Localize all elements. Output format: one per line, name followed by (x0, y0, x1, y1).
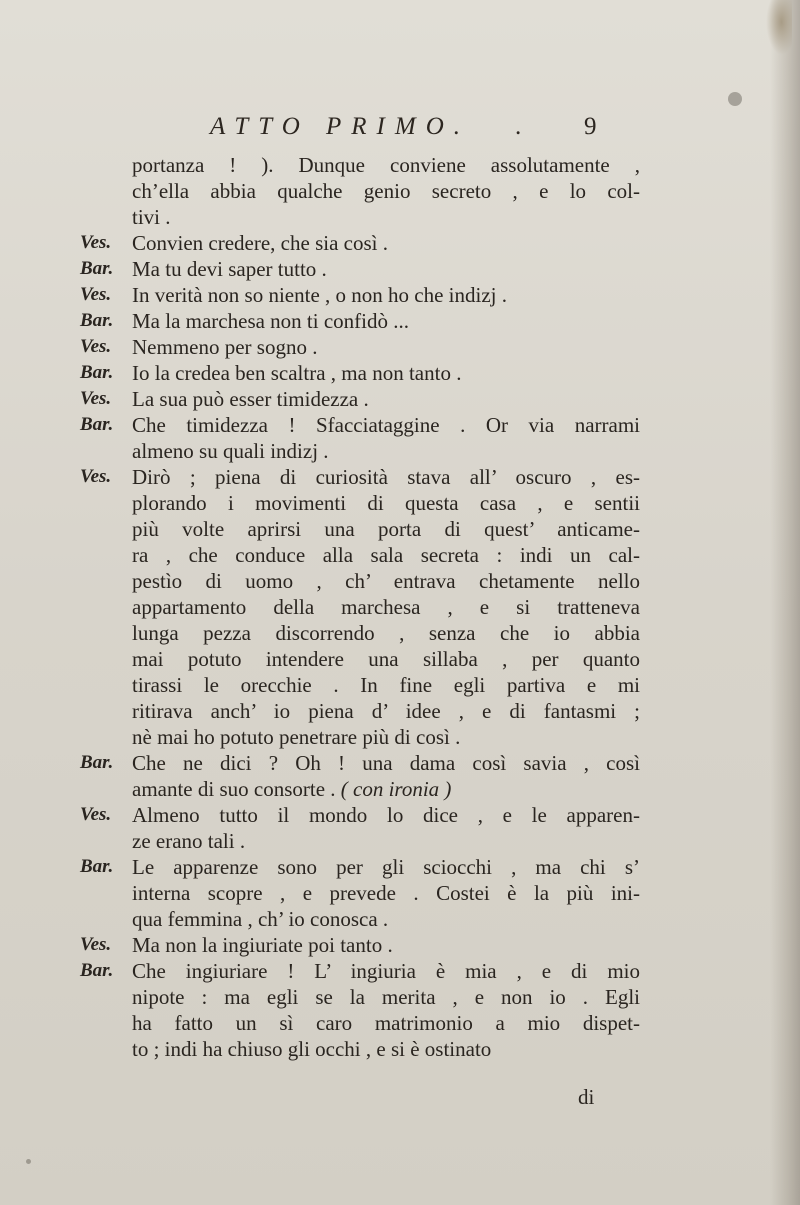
text-line: Che timidezza ! Sfacciataggine . Or via narrami (132, 413, 640, 437)
text-line: Convien credere, che sia così . (132, 231, 388, 255)
speaker-label: Bar. (80, 362, 114, 383)
speaker-label: Ves. (80, 336, 112, 357)
speech-text (132, 308, 640, 334)
speech-text (132, 360, 640, 386)
text-line: Le apparenze sono per gli sciocchi , ma chi s’ (132, 855, 640, 879)
text-line: ra , che conduce alla sala secreta : indi un cal- (132, 543, 640, 567)
text-line: mai potuto intendere una sillaba , per quanto (132, 647, 640, 671)
speech-text (132, 464, 640, 750)
text-line: tivi . (132, 205, 171, 229)
speech-text (132, 932, 640, 958)
text-line: Almeno tutto il mondo lo dice , e le apparen- (132, 803, 640, 827)
text-line: più volte aprirsi una porta di quest’ anticame- (132, 517, 640, 541)
text-line: In verità non so niente , o non ho che indizj . (132, 283, 507, 307)
speech-text (132, 802, 640, 854)
text-line: to ; indi ha chiuso gli occhi , e si è ostinato (132, 1037, 492, 1061)
page-number: 9 (584, 113, 597, 140)
dialogue-entry (80, 932, 640, 958)
dialogue-entry (80, 750, 640, 802)
stage-direction: ( con ironia ) (340, 777, 452, 801)
text-line: Che ingiuriare ! L’ ingiuria è mia , e di mio (132, 959, 640, 983)
text-line: almeno su quali indizj . (132, 439, 329, 463)
corner-stain (766, 0, 792, 55)
speech-text (132, 282, 640, 308)
speaker-label: Ves. (80, 284, 112, 305)
text-line: plorando i movimenti di questa casa , e sentii (132, 491, 640, 515)
header-dot: . (515, 113, 522, 140)
speech-text (132, 152, 640, 230)
text-line: ch’ella abbia qualche genio secreto , e lo col- (132, 179, 640, 203)
dialogue-entry (80, 802, 640, 854)
speech-text (132, 256, 640, 282)
dialogue-entry (80, 360, 640, 386)
text-line: appartamento della marchesa , e si tratteneva (132, 595, 640, 619)
dialogue-entry (80, 464, 640, 750)
dialogue-entry (80, 412, 640, 464)
speaker-label (80, 152, 132, 230)
speaker-label: Bar. (80, 960, 114, 981)
text-line: Ma tu devi saper tutto . (132, 257, 327, 281)
speech-text (132, 854, 640, 932)
text-line: Ma la marchesa non ti confidò ... (132, 309, 409, 333)
speech-text (132, 750, 640, 802)
speech-text (132, 412, 640, 464)
speech-text (132, 230, 640, 256)
ink-spot (26, 1159, 31, 1164)
text-line: ze erano tali . (132, 829, 246, 853)
running-title: ATTO PRIMO. (210, 113, 470, 140)
speaker-label: Ves. (80, 232, 112, 253)
catchword: di (578, 1085, 595, 1109)
text-line: portanza ! ). Dunque conviene assolutamente , (132, 153, 640, 177)
dialogue-entry (80, 230, 640, 256)
text-line: Dirò ; piena di curiosità stava all’ oscuro , es- (132, 465, 640, 489)
dialogue-entry (80, 854, 640, 932)
text-line: Ma non la ingiuriate poi tanto . (132, 933, 393, 957)
dialogue-entry (80, 334, 640, 360)
page-fold-shadow (770, 0, 800, 1205)
speaker-label: Bar. (80, 752, 114, 773)
speaker-label: Ves. (80, 934, 112, 955)
dialogue-text (80, 152, 640, 1062)
text-line: Nemmeno per sogno . (132, 335, 318, 359)
text-line: qua femmina , ch’ io conosca . (132, 907, 389, 931)
speaker-label: Bar. (80, 258, 114, 279)
dialogue-entry (80, 386, 640, 412)
dialogue-entry (80, 308, 640, 334)
page-header (0, 113, 800, 149)
text-line: interna scopre , e prevede . Costei è la più ini- (132, 881, 640, 905)
text-line: lunga pezza discorrendo , senza che io abbia (132, 621, 640, 645)
text-line: Che ne dici ? Oh ! una dama così savia , così (132, 751, 640, 775)
text-line: nè mai ho potuto penetrare più di così . (132, 725, 461, 749)
speaker-label: Ves. (80, 466, 112, 487)
text-line: nipote : ma egli se la merita , e non io . Egli (132, 985, 640, 1009)
dialogue-entry (80, 282, 640, 308)
speaker-label: Ves. (80, 804, 112, 825)
speaker-label: Bar. (80, 414, 114, 435)
speaker-label: Bar. (80, 856, 114, 877)
text-line: ha fatto un sì caro matrimonio a mio dispet- (132, 1011, 640, 1035)
text-line: Io la credea ben scaltra , ma non tanto . (132, 361, 462, 385)
speech-text (132, 334, 640, 360)
text-line: amante di suo consorte . ( con ironia ) (132, 777, 452, 801)
speaker-label: Bar. (80, 310, 114, 331)
speech-text (132, 386, 640, 412)
ink-spot (728, 92, 742, 106)
text-line: ritirava anch’ io piena d’ idee , e di fantasmi ; (132, 699, 640, 723)
text-line: tirassi le orecchie . In fine egli partiva e mi (132, 673, 640, 697)
text-line: La sua può esser timidezza . (132, 387, 369, 411)
dialogue-entry (80, 152, 640, 230)
dialogue-entry (80, 958, 640, 1062)
speaker-label: Ves. (80, 388, 112, 409)
dialogue-entry (80, 256, 640, 282)
text-line: pestìo di uomo , ch’ entrava chetamente nello (132, 569, 640, 593)
speech-text (132, 958, 640, 1062)
